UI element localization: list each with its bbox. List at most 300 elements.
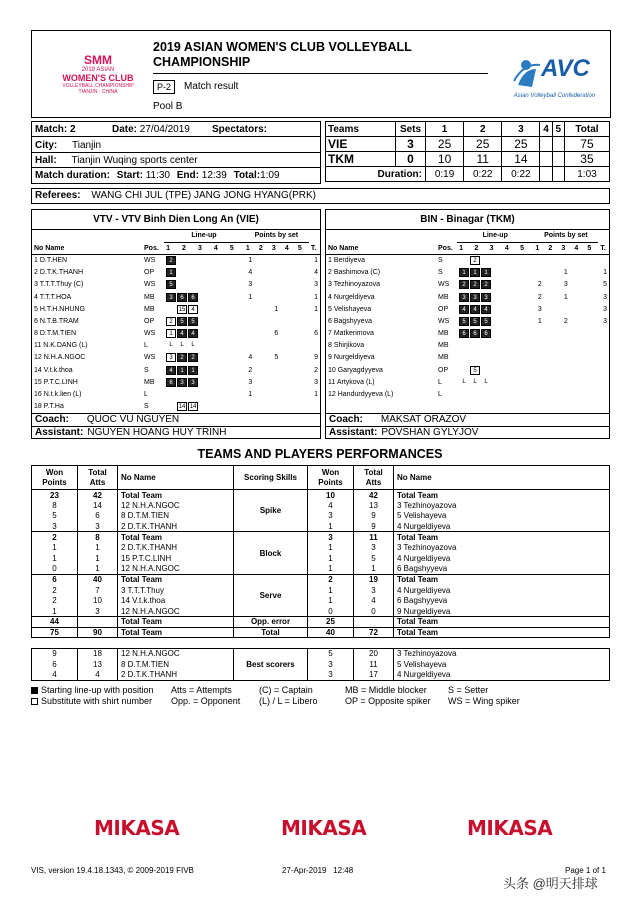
sets-won: 0 bbox=[396, 152, 426, 167]
libero-mark: L bbox=[180, 342, 184, 349]
set-points bbox=[257, 328, 270, 340]
title-line-1: 2019 ASIAN WOMEN'S CLUB VOLLEYBALL bbox=[153, 40, 412, 54]
won-points: 44 bbox=[32, 617, 78, 628]
starting-position-box: 2 bbox=[188, 353, 198, 362]
set-points bbox=[296, 364, 309, 376]
title-line-2: CHAMPIONSHIP bbox=[153, 55, 251, 69]
set-points: 1 bbox=[248, 293, 253, 301]
match-number: Match: 2 bbox=[35, 124, 76, 135]
substitute-box: 14 bbox=[178, 404, 186, 411]
substitute-box: 14 bbox=[189, 404, 197, 411]
total-points bbox=[598, 401, 609, 413]
player-name: 6 Bagshyyeva bbox=[394, 595, 610, 606]
set-points bbox=[546, 401, 559, 413]
starting-position-box: 1 bbox=[188, 366, 198, 375]
set-points bbox=[585, 267, 598, 279]
set-points bbox=[559, 303, 572, 315]
total-points: 3 bbox=[603, 305, 607, 313]
header-box bbox=[31, 30, 611, 118]
set-points bbox=[585, 388, 598, 400]
set-points bbox=[296, 352, 309, 364]
set-points bbox=[283, 401, 296, 413]
set-points: 2 bbox=[563, 317, 568, 325]
col-header: 4 bbox=[574, 244, 579, 252]
player-position: S bbox=[438, 269, 443, 277]
set-points: 6 bbox=[274, 330, 279, 338]
player-position: OP bbox=[438, 366, 449, 374]
set-points bbox=[533, 376, 546, 388]
won-points: 3 bbox=[32, 521, 78, 532]
col-header: 4 bbox=[213, 244, 218, 252]
set-points bbox=[296, 315, 309, 327]
player-row bbox=[32, 328, 320, 340]
set-points bbox=[572, 340, 585, 352]
lineup-cell bbox=[457, 376, 533, 388]
starting-position-box: 1 bbox=[481, 268, 491, 277]
total-duration: 1:03 bbox=[564, 167, 609, 182]
lineup-cell bbox=[457, 388, 533, 400]
total-attempts: 14 bbox=[78, 500, 118, 511]
total-attempts: 72 bbox=[354, 627, 394, 638]
player-row bbox=[326, 364, 609, 376]
starting-position-box: 3 bbox=[188, 378, 198, 387]
set-points bbox=[572, 388, 585, 400]
set-points bbox=[257, 364, 270, 376]
team-total-row bbox=[32, 574, 610, 585]
atts-header: Total Atts bbox=[354, 466, 394, 490]
starting-position-box: 3 bbox=[481, 293, 491, 302]
total-points: 1 bbox=[314, 257, 318, 265]
team-a-roster bbox=[31, 209, 321, 439]
skills-header: Scoring Skills bbox=[234, 466, 308, 490]
player-row bbox=[32, 254, 320, 266]
legend-item: Substitute with shirt number bbox=[41, 696, 153, 706]
lineup-cell bbox=[164, 376, 244, 388]
lineup-cell bbox=[457, 291, 533, 303]
performance-title: TEAMS AND PLAYERS PERFORMANCES bbox=[197, 447, 443, 461]
lineup-cell bbox=[164, 352, 244, 364]
set-points bbox=[533, 364, 546, 376]
set-points bbox=[257, 401, 270, 413]
player-name: 5 Velishayeva bbox=[328, 305, 372, 313]
set-duration bbox=[552, 167, 564, 182]
starting-position-box: 2 bbox=[166, 256, 176, 265]
title-divider bbox=[153, 73, 488, 74]
footer-date: 27-Apr-2019 12:48 bbox=[282, 866, 354, 875]
player-name: 3 T.T.T.Thuy bbox=[118, 585, 234, 596]
roster-subheader bbox=[32, 230, 320, 242]
total-points bbox=[598, 328, 609, 340]
won-points: 2 bbox=[308, 574, 354, 585]
skill-label: Opp. error bbox=[234, 617, 308, 628]
set-points bbox=[559, 376, 572, 388]
substitute-box: 4 bbox=[188, 305, 198, 314]
set-points bbox=[257, 352, 270, 364]
set-points: 1 bbox=[248, 257, 253, 265]
set-points bbox=[572, 352, 585, 364]
col-header: No Name bbox=[34, 244, 65, 252]
set-points: 1 bbox=[248, 391, 253, 399]
set-score bbox=[540, 137, 552, 152]
skill-label: Spike bbox=[234, 490, 308, 532]
player-position: MB bbox=[144, 378, 155, 386]
set-points bbox=[257, 279, 270, 291]
starting-position-box: 2 bbox=[177, 353, 187, 362]
total-attempts bbox=[78, 617, 118, 628]
set-points bbox=[270, 388, 283, 400]
won-points: 2 bbox=[32, 585, 78, 596]
player-row bbox=[326, 401, 609, 413]
starting-position-box: 2 bbox=[459, 280, 469, 289]
player-name: 8 D.T.M.TIEN bbox=[34, 330, 77, 338]
total-attempts: 42 bbox=[78, 490, 118, 501]
starting-position-box: 4 bbox=[459, 305, 469, 314]
starting-position-box: 6 bbox=[481, 329, 491, 338]
logo-line-5: TIANJIN · CHINA bbox=[78, 89, 118, 95]
starting-position-box: 3 bbox=[459, 293, 469, 302]
lineup-cell bbox=[164, 279, 244, 291]
team-code: VIE bbox=[326, 137, 396, 152]
set-points bbox=[296, 388, 309, 400]
set-points bbox=[546, 267, 559, 279]
col-header: 2 bbox=[182, 244, 186, 252]
set-points bbox=[546, 364, 559, 376]
won-points: 1 bbox=[32, 542, 78, 553]
set-points bbox=[270, 401, 283, 413]
sets-won: 3 bbox=[396, 137, 426, 152]
player-name: 3 Tezhinoyazova bbox=[394, 500, 610, 511]
match-date: Date: 27/04/2019 bbox=[112, 124, 190, 135]
score-header: 3 bbox=[502, 122, 540, 137]
score-header: 5 bbox=[552, 122, 564, 137]
player-row bbox=[32, 291, 320, 303]
lineup-cell bbox=[164, 364, 244, 376]
player-position: L bbox=[438, 391, 442, 399]
col-header: 4 bbox=[284, 244, 289, 252]
divider bbox=[32, 167, 320, 168]
set-points bbox=[296, 291, 309, 303]
team-total-row bbox=[32, 532, 610, 543]
player-position: WS bbox=[438, 317, 450, 325]
set-points bbox=[559, 328, 572, 340]
duration-label: Duration: bbox=[326, 167, 426, 182]
player-name: Total Team bbox=[394, 490, 610, 501]
roster-header bbox=[32, 242, 320, 254]
set-points: 2 bbox=[537, 293, 542, 301]
sponsor-logo: MIKASA bbox=[467, 816, 553, 840]
lineup-cell bbox=[164, 401, 244, 413]
total-points bbox=[598, 352, 609, 364]
player-name: 6 Bagshyyeva bbox=[394, 564, 610, 575]
performance-header bbox=[32, 466, 610, 490]
set-points bbox=[546, 388, 559, 400]
team-a-assistant: Assistant: NGUYEN HOANG HUY TRINH bbox=[32, 426, 320, 439]
roster-subheader bbox=[326, 230, 609, 242]
starting-position-box: 5 bbox=[459, 317, 469, 326]
set-points: 3 bbox=[537, 305, 542, 313]
player-position: WS bbox=[144, 354, 156, 362]
col-header: 5 bbox=[229, 244, 234, 252]
won-points: 1 bbox=[308, 595, 354, 606]
player-row bbox=[32, 315, 320, 327]
set-points bbox=[283, 388, 296, 400]
won-points: 1 bbox=[308, 585, 354, 596]
set-points bbox=[270, 254, 283, 266]
total-attempts: 10 bbox=[78, 595, 118, 606]
player-name: 5 H.T.H.NHUNG bbox=[34, 305, 85, 313]
total-points: 1 bbox=[314, 391, 318, 399]
won-points: 2 bbox=[32, 532, 78, 543]
player-row bbox=[326, 340, 609, 352]
libero-mark: L bbox=[191, 342, 195, 349]
player-row bbox=[326, 328, 609, 340]
name-header: No Name bbox=[394, 466, 610, 490]
set-points bbox=[283, 340, 296, 352]
legend-row-2 bbox=[31, 696, 610, 707]
set-points bbox=[283, 352, 296, 364]
set-points bbox=[572, 401, 585, 413]
set-points: 2 bbox=[248, 366, 253, 374]
player-name: 10 Garyagdyyeva bbox=[328, 366, 383, 374]
total-attempts: 18 bbox=[78, 648, 118, 659]
col-header: No Name bbox=[328, 244, 359, 252]
won-points: 1 bbox=[32, 606, 78, 617]
player-name: 12 N.H.A.NGOC bbox=[34, 354, 86, 362]
col-header: Pos. bbox=[438, 244, 453, 252]
avc-caption: Asian Volleyball Confederation bbox=[513, 93, 596, 99]
total-attempts: 13 bbox=[78, 659, 118, 670]
col-header: 2 bbox=[474, 244, 479, 252]
set-points bbox=[585, 364, 598, 376]
col-header: 3 bbox=[561, 244, 566, 252]
footer-version: VIS, version 19.4.18.1343, © 2009-2019 FIVB bbox=[31, 866, 194, 875]
player-position: L bbox=[144, 342, 148, 350]
total-points bbox=[598, 388, 609, 400]
set-points bbox=[572, 254, 585, 266]
set-points bbox=[559, 401, 572, 413]
total-points: 6 bbox=[314, 330, 318, 338]
set-points: 3 bbox=[248, 378, 253, 386]
col-header: 4 bbox=[504, 244, 509, 252]
player-position: WS bbox=[144, 257, 156, 265]
won-points: 4 bbox=[32, 670, 78, 681]
player-position: L bbox=[438, 378, 442, 386]
won-points: 6 bbox=[32, 659, 78, 670]
col-header: T. bbox=[310, 244, 317, 252]
set-points bbox=[244, 340, 257, 352]
starting-position-box: 4 bbox=[470, 305, 480, 314]
total-points: 5 bbox=[603, 281, 607, 289]
set-points bbox=[585, 340, 598, 352]
total-attempts: 20 bbox=[354, 648, 394, 659]
total-points: 1 bbox=[314, 293, 318, 301]
starting-position-box: 3 bbox=[470, 293, 480, 302]
set-points bbox=[585, 254, 598, 266]
won-points: 1 bbox=[308, 564, 354, 575]
team-a-table bbox=[32, 230, 320, 413]
player-name: 3 T.T.T.Thuy (C) bbox=[34, 281, 84, 289]
total-attempts: 17 bbox=[354, 670, 394, 681]
set-points bbox=[533, 267, 546, 279]
player-position: MB bbox=[144, 293, 155, 301]
match-info bbox=[31, 121, 321, 184]
score-header: Teams bbox=[326, 122, 396, 137]
set-points bbox=[585, 315, 598, 327]
player-name: 12 N.H.A.NGOC bbox=[118, 500, 234, 511]
starting-position-box: 2 bbox=[470, 280, 480, 289]
set-points bbox=[257, 303, 270, 315]
player-name: 3 Tezhinoyazova bbox=[394, 542, 610, 553]
player-position: MB bbox=[144, 305, 155, 313]
pool-label: Pool B bbox=[153, 101, 183, 112]
logo-line-3: WOMEN'S CLUB bbox=[62, 73, 134, 83]
starting-position-box: 5 bbox=[166, 280, 176, 289]
score-header: Sets bbox=[396, 122, 426, 137]
set-points bbox=[244, 328, 257, 340]
col-header: 5 bbox=[520, 244, 524, 252]
player-name: 3 Tezhinoyazova bbox=[394, 648, 610, 659]
watermark: 头条 @明天排球 bbox=[503, 876, 598, 891]
score-row-vie bbox=[326, 137, 610, 152]
starting-position-box: 1 bbox=[177, 366, 187, 375]
total-attempts: 40 bbox=[78, 574, 118, 585]
set-points bbox=[283, 364, 296, 376]
total-attempts: 1 bbox=[354, 564, 394, 575]
col-header: 2 bbox=[548, 244, 553, 252]
player-name: 9 Nurgeldiyeva bbox=[328, 354, 375, 362]
legend-row-1 bbox=[31, 685, 610, 696]
team-a-name: VTV - VTV Binh Dien Long An (VIE) bbox=[32, 210, 320, 230]
player-position: L bbox=[144, 391, 148, 399]
player-name: Total Team bbox=[118, 617, 234, 628]
total-attempts: 9 bbox=[354, 511, 394, 522]
player-name: 15 P.T.C.LINH bbox=[118, 553, 234, 564]
set-score: 25 bbox=[426, 137, 464, 152]
won-points: 1 bbox=[308, 542, 354, 553]
player-name: 3 Tezhinoyazova bbox=[328, 281, 381, 289]
total-points: 9 bbox=[314, 354, 318, 362]
player-stat-row bbox=[32, 500, 610, 511]
starting-position-box: 5 bbox=[177, 317, 187, 326]
player-position: MB bbox=[438, 354, 449, 362]
player-name: Total Team bbox=[118, 574, 234, 585]
total-attempts: 8 bbox=[78, 532, 118, 543]
total-points bbox=[598, 364, 609, 376]
total-attempts: 90 bbox=[78, 627, 118, 638]
set-points bbox=[270, 279, 283, 291]
col-header: Pos. bbox=[144, 244, 159, 252]
set-points bbox=[585, 291, 598, 303]
won-points: 5 bbox=[308, 648, 354, 659]
set-points bbox=[546, 328, 559, 340]
player-stat-row bbox=[32, 595, 610, 606]
starting-position-box: 5 bbox=[481, 317, 491, 326]
player-row bbox=[32, 376, 320, 388]
set-points bbox=[296, 376, 309, 388]
team-b-coach: Coach: MAKSAT ORAZOV bbox=[326, 413, 609, 426]
starting-position-box: 4 bbox=[188, 329, 198, 338]
lineup-cell bbox=[457, 315, 533, 327]
team-b-assistant: Assistant: POVSHAN GYLYJOV bbox=[326, 426, 609, 439]
won-points: 5 bbox=[32, 511, 78, 522]
player-name: 8 D.T.M.TIEN bbox=[118, 511, 234, 522]
set-score: 25 bbox=[464, 137, 502, 152]
col-header: 2 bbox=[258, 244, 263, 252]
player-name: 12 N.H.A.NGOC bbox=[118, 564, 234, 575]
total-points: 1 bbox=[603, 269, 607, 277]
player-row bbox=[326, 254, 609, 266]
set-points bbox=[270, 364, 283, 376]
total-attempts: 4 bbox=[354, 595, 394, 606]
starting-position-box: 6 bbox=[166, 378, 176, 387]
set-points bbox=[546, 303, 559, 315]
player-position: OP bbox=[144, 317, 155, 325]
set-points bbox=[283, 303, 296, 315]
legend bbox=[31, 685, 610, 707]
spacer bbox=[32, 638, 610, 649]
player-name: 7 Matkerimova bbox=[328, 330, 374, 338]
player-stat-row bbox=[32, 648, 610, 659]
set-points bbox=[270, 291, 283, 303]
player-name: 5 Velishayeva bbox=[394, 511, 610, 522]
player-position: S bbox=[144, 366, 149, 374]
total-attempts: 4 bbox=[78, 670, 118, 681]
player-row bbox=[32, 364, 320, 376]
player-name: 2 Bashimova (C) bbox=[328, 269, 381, 277]
total-points bbox=[598, 254, 609, 266]
set-points bbox=[296, 328, 309, 340]
player-stat-row bbox=[32, 564, 610, 575]
total-points bbox=[309, 401, 320, 413]
player-name: 6 N.T.B.TRAM bbox=[34, 317, 79, 325]
set-points bbox=[296, 254, 309, 266]
skill-label: Total bbox=[234, 627, 308, 638]
starting-position-box: 1 bbox=[459, 268, 469, 277]
won-points: 10 bbox=[308, 490, 354, 501]
page-title bbox=[153, 40, 412, 70]
set-points bbox=[257, 291, 270, 303]
set-points bbox=[572, 376, 585, 388]
set-points bbox=[559, 352, 572, 364]
set-score: 11 bbox=[464, 152, 502, 167]
set-points bbox=[585, 401, 598, 413]
legend-item: (C) = Captain bbox=[259, 685, 313, 695]
won-points: 2 bbox=[32, 595, 78, 606]
total-points bbox=[598, 340, 609, 352]
score-header: 4 bbox=[540, 122, 552, 137]
set-score bbox=[552, 152, 564, 167]
set-points bbox=[244, 315, 257, 327]
won-points: 1 bbox=[32, 553, 78, 564]
set-duration: 0:19 bbox=[426, 167, 464, 182]
lineup-cell bbox=[457, 352, 533, 364]
match-code: P-2 bbox=[153, 80, 175, 94]
player-row bbox=[326, 267, 609, 279]
set-points bbox=[546, 254, 559, 266]
sponsor-logo: MIKASA bbox=[94, 816, 180, 840]
set-points bbox=[244, 401, 257, 413]
legend-item: MB = Middle blocker bbox=[345, 685, 427, 695]
set-score: 25 bbox=[502, 137, 540, 152]
score-header: 1 bbox=[426, 122, 464, 137]
lineup-cell bbox=[164, 254, 244, 266]
won-points: 3 bbox=[308, 659, 354, 670]
player-row bbox=[326, 315, 609, 327]
col-header: 1 bbox=[166, 244, 170, 252]
legend-item: WS = Wing spiker bbox=[448, 696, 520, 706]
avc-logo bbox=[507, 51, 602, 99]
player-stat-row bbox=[32, 585, 610, 596]
